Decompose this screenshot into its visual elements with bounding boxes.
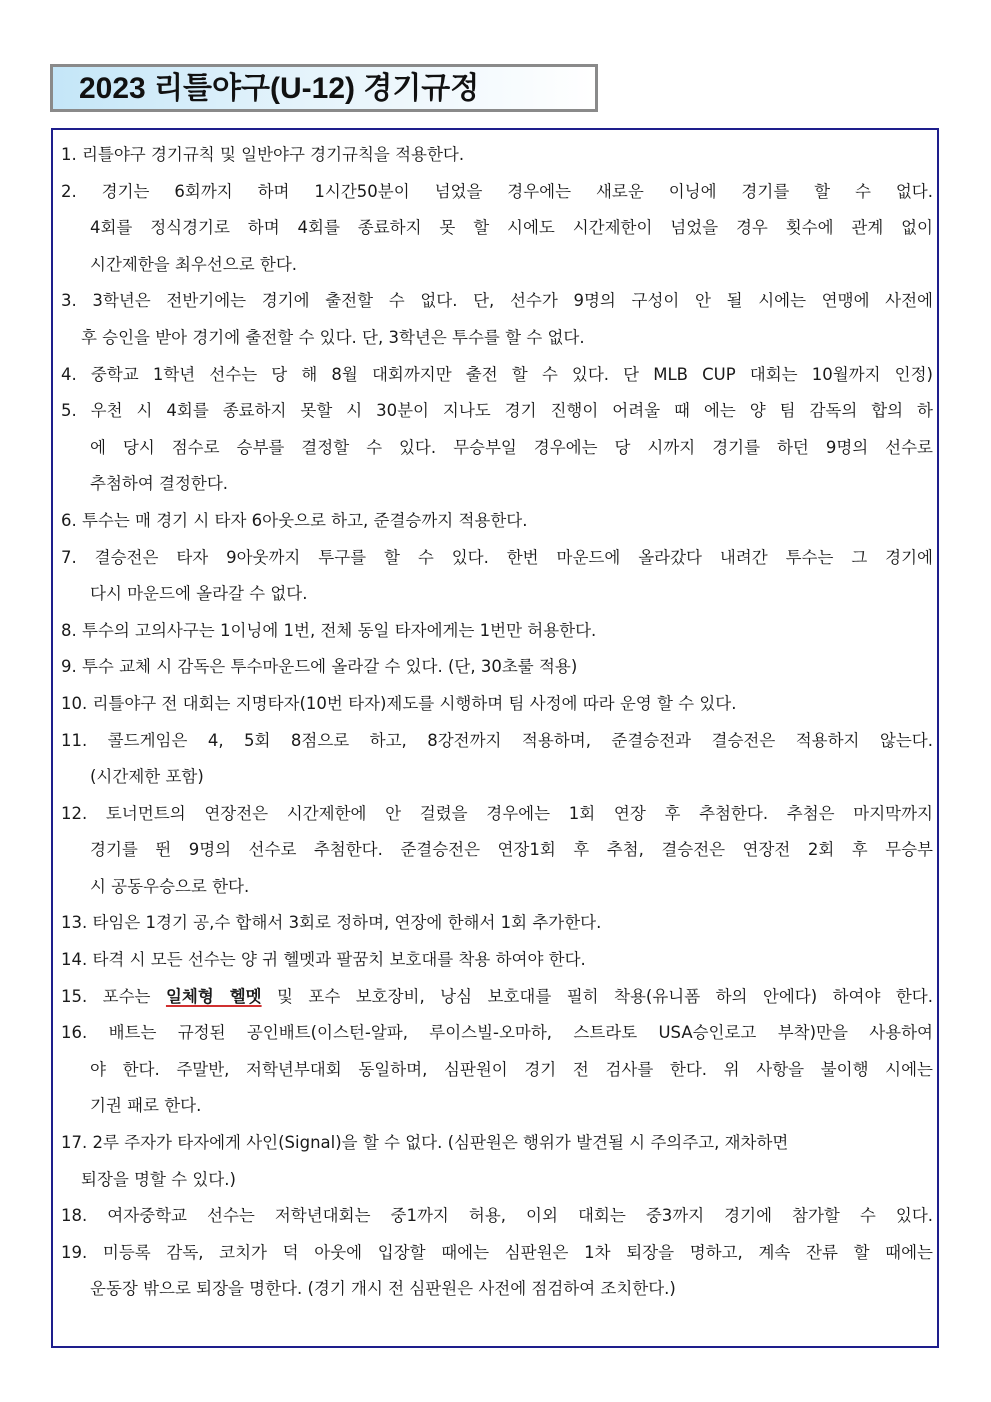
rule-2-line-2: 4회를 정식경기로 하며 4회를 종료하지 못 할 시에도 시간제한이 넘었을 경우 횟수에 관계 없이 (90, 218, 933, 238)
rule-5-line-2: 에 당시 점수로 승부를 결정할 수 있다. 무승부일 경우에는 당 시까지 경기를 하던 9명의 선수로 (90, 437, 933, 457)
rule-12-line-3: 시 공동우승으로 한다. (90, 876, 250, 896)
rule-3-line-2: 후 승인을 받아 경기에 출전할 수 있다. 단, 3학년은 투수를 할 수 없다. (81, 327, 585, 347)
rule-7-line-2: 다시 마운드에 올라갈 수 없다. (90, 584, 308, 604)
rule-17-line-2: 퇴장을 명할 수 있다.) (81, 1169, 236, 1189)
rule-10-line-1: 10. 리틀야구 전 대회는 지명타자(10번 타자)제도를 시행하며 팀 사정에 따라 운영 할 수 있다. (61, 693, 737, 713)
rule-16-line-3: 기권 패로 한다. (90, 1096, 202, 1116)
rule-18-line-1: 18. 여자중학교 선수는 저학년대회는 중1까지 허용, 이외 대회는 중3까지 경기에 참가할 수 있다. (61, 1206, 933, 1226)
rule-17-line-1: 17. 2루 주자가 타자에게 사인(Signal)을 할 수 없다. (심판원은 행위가 발견될 시 주의주고, 재차하면 (61, 1133, 789, 1153)
rule-12-line-2: 경기를 뛴 9명의 선수로 추첨한다. 준결승전은 연장1회 후 추첨, 결승전은 연장전 2회 후 무승부 (90, 840, 933, 860)
rule-15-text-after: 및 포수 보호장비, 낭심 보호대를 필히 착용(유니폼 하의 안에다) 하여야 한다. (261, 986, 933, 1006)
rule-9-line-1: 9. 투수 교체 시 감독은 투수마운드에 올라갈 수 있다. (단, 30초룰 적용) (61, 657, 578, 677)
rule-1-line-1: 1. 리틀야구 경기규칙 및 일반야구 경기규칙을 적용한다. (61, 145, 465, 164)
rule-16-line-1: 16. 배트는 규정된 공인배트(이스턴-알파, 루이스빌-오마하, 스트라토 USA승인로고 부착)만을 사용하여 (61, 1023, 933, 1043)
rule-4-line-1: 4. 중학교 1학년 선수는 당 해 8월 대회까지만 출전 할 수 있다. 단 MLB CUP 대회는 10월까지 인정) (61, 364, 933, 384)
rule-15-emphasis-helmet: 일체형 헬멧 (165, 986, 262, 1006)
rule-5-line-1: 5. 우천 시 4회를 종료하지 못할 시 30분이 지나도 경기 진행이 어려울 때 에는 양 팀 감독의 합의 하 (61, 401, 933, 421)
rule-19-line-1: 19. 미등록 감독, 코치가 덕 아웃에 입장할 때에는 심판원은 1차 퇴장을 명하고, 계속 잔류 할 때에는 (61, 1242, 933, 1262)
rule-16-line-2: 야 한다. 주말반, 저학년부대회 동일하며, 심판원이 경기 전 검사를 한다. 위 사항을 불이행 시에는 (90, 1059, 933, 1079)
rule-5-line-3: 추첨하여 결정한다. (90, 474, 229, 494)
rule-7-line-1: 7. 결승전은 타자 9아웃까지 투구를 할 수 있다. 한번 마운드에 올라갔다 내려간 투수는 그 경기에 (61, 547, 933, 567)
rule-11-line-1: 11. 콜드게임은 4, 5회 8점으로 하고, 8강전까지 적용하며, 준결승전과 결승전은 적용하지 않는다. (61, 730, 933, 750)
rule-6-line-1: 6. 투수는 매 경기 시 타자 6아웃으로 하고, 준결승까지 적용한다. (61, 510, 528, 530)
rule-12-line-1: 12. 토너먼트의 연장전은 시간제한에 안 걸렸을 경우에는 1회 연장 후 추첨한다. 추첨은 마지막까지 (61, 803, 933, 823)
rule-15-text-before: 15. 포수는 (61, 986, 166, 1006)
rule-2-line-3: 시간제한을 최우선으로 한다. (90, 254, 298, 274)
rule-15-line-1 (61, 982, 933, 1019)
rule-11-line-2: (시간제한 포함) (90, 767, 204, 787)
title-box (50, 64, 598, 112)
rule-13-line-1: 13. 타임은 1경기 공,수 합해서 3회로 정하며, 연장에 한해서 1회 추가한다. (61, 913, 602, 933)
rule-2-line-1: 2. 경기는 6회까지 하며 1시간50분이 넘었을 경우에는 새로운 이닝에 경기를 할 수 없다. (61, 181, 933, 201)
rules-list (61, 140, 933, 1311)
rule-14-line-1: 14. 타격 시 모든 선수는 양 귀 헬멧과 팔꿈치 보호대를 착용 하여야 한다. (61, 950, 586, 970)
rule-8-line-1: 8. 투수의 고의사구는 1이닝에 1번, 전체 동일 타자에게는 1번만 허용한다. (61, 620, 597, 640)
rule-3-line-1: 3. 3학년은 전반기에는 경기에 출전할 수 없다. 단, 선수가 9명의 구성이 안 될 시에는 연맹에 사전에 (61, 291, 933, 311)
page-title: 2023 리틀야구(U-12) 경기규정 (79, 72, 480, 105)
rules-box (51, 128, 939, 1348)
rule-19-line-2: 운동장 밖으로 퇴장을 명한다. (경기 개시 전 심판원은 사전에 점검하여 조치한다.) (90, 1279, 676, 1299)
